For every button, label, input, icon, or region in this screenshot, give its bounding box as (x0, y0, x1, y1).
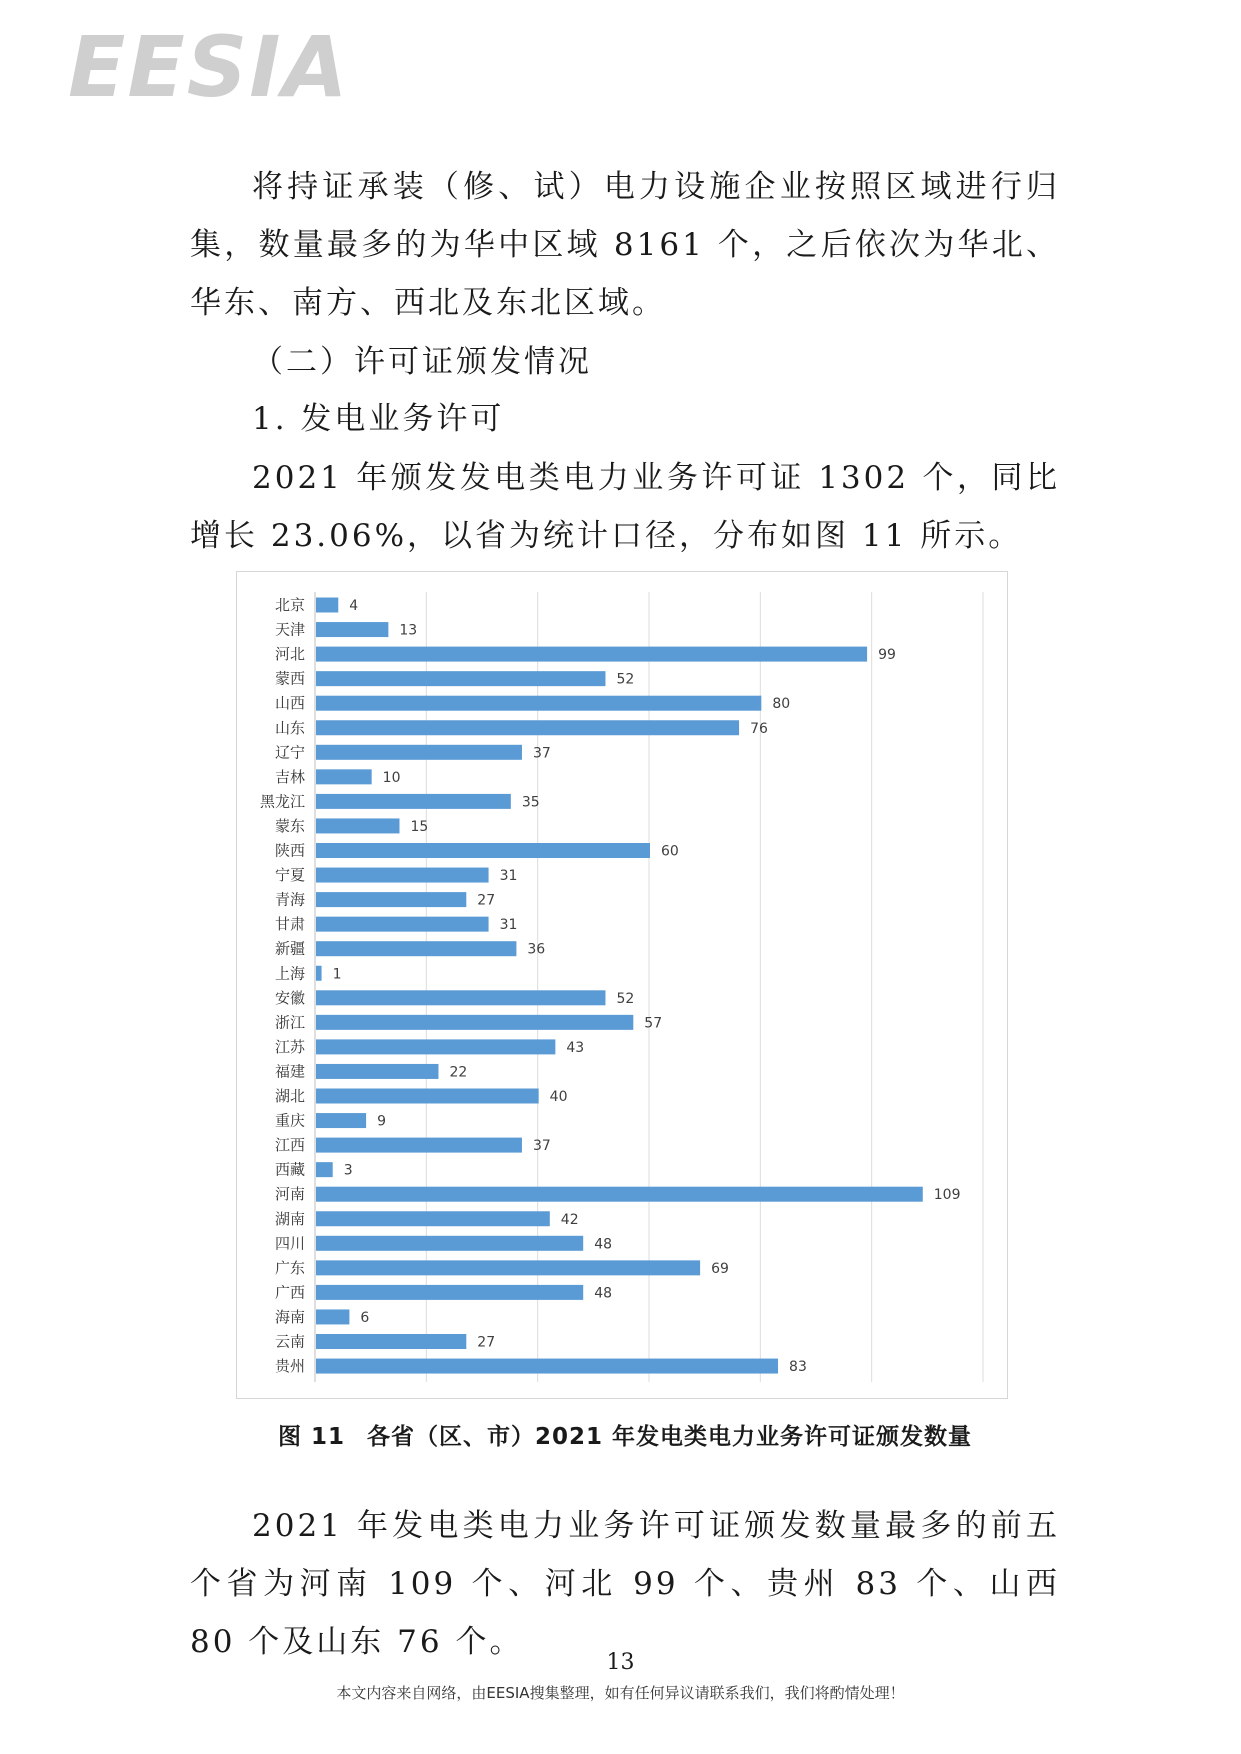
bar (316, 1359, 778, 1374)
bar (316, 598, 338, 613)
footer-notice: 本文内容来自网络，由EESIA搜集整理，如有任何异议请联系我们，我们将酌情处理！ (336, 1684, 905, 1702)
bar (316, 1309, 349, 1324)
data-label: 83 (789, 1359, 807, 1376)
data-label: 35 (521, 794, 540, 811)
data-label: 109 (933, 1187, 961, 1204)
bar (316, 745, 522, 760)
category-label: 西藏 (274, 1160, 305, 1179)
bar (316, 647, 867, 662)
paragraph-top-five: 2021 年发电类电力业务许可证颁发数量最多的前五个省为河南 109 个、河北 99 个、贵州 83 个、山西 80 个及山东 76 个。 (190, 1508, 1060, 1660)
category-label: 北京 (274, 596, 305, 614)
data-label: 48 (594, 1236, 613, 1253)
chart-svg (237, 572, 1009, 1400)
data-label: 37 (532, 1138, 551, 1155)
bar (316, 1039, 555, 1054)
category-label: 河南 (274, 1185, 305, 1204)
bar (316, 868, 489, 883)
bar (316, 769, 372, 784)
bar (316, 1089, 539, 1104)
bar (316, 1187, 923, 1202)
category-label: 上海 (274, 964, 305, 983)
bar (316, 622, 388, 637)
category-label: 海南 (274, 1307, 305, 1326)
category-label: 陕西 (274, 841, 305, 860)
bar (316, 1236, 583, 1251)
bar (316, 671, 605, 686)
data-label: 43 (566, 1039, 585, 1056)
bar (316, 917, 489, 932)
category-label: 山西 (274, 694, 305, 713)
bar (316, 1334, 466, 1349)
page-number: 13 (606, 1650, 635, 1675)
data-label: 4 (349, 598, 359, 614)
data-label: 76 (750, 720, 768, 737)
bar (316, 1211, 550, 1226)
data-label: 3 (343, 1162, 353, 1179)
category-label: 云南 (274, 1332, 305, 1351)
category-label: 广西 (274, 1283, 305, 1302)
bar (316, 1064, 438, 1079)
category-label: 宁夏 (274, 866, 305, 885)
category-label: 青海 (274, 890, 305, 909)
category-label: 山东 (274, 718, 305, 737)
data-label: 27 (477, 892, 496, 909)
bar (316, 794, 511, 809)
category-label: 重庆 (274, 1111, 305, 1130)
bar (316, 818, 400, 833)
bar (316, 1260, 700, 1275)
category-label: 广东 (274, 1258, 305, 1277)
data-label: 27 (477, 1334, 496, 1351)
data-label: 10 (382, 769, 401, 786)
data-label: 52 (616, 990, 635, 1007)
category-label: 新疆 (274, 939, 305, 958)
bar (316, 1162, 333, 1177)
data-label: 9 (377, 1113, 387, 1130)
category-label: 黑龙江 (259, 792, 305, 811)
category-label: 江西 (274, 1136, 305, 1155)
category-label: 安徽 (274, 988, 305, 1007)
bar (316, 1015, 633, 1030)
category-label: 四川 (274, 1234, 305, 1253)
bar (316, 696, 761, 711)
bar (316, 892, 466, 907)
category-label: 湖北 (274, 1087, 305, 1105)
figure-11-bar-chart (236, 571, 1008, 1399)
data-label: 80 (772, 696, 791, 713)
category-label: 蒙西 (274, 669, 305, 688)
data-label: 36 (527, 941, 546, 958)
data-label: 99 (878, 647, 896, 664)
category-label: 贵州 (274, 1357, 305, 1376)
paragraph-license-count: 2021 年颁发发电类电力业务许可证 1302 个，同比增长 23.06%，以省为统计口径，分布如图 11 所示。 (190, 460, 1060, 554)
bar (316, 941, 516, 956)
category-label: 甘肃 (274, 915, 305, 934)
bar (316, 1138, 522, 1153)
category-label: 天津 (274, 620, 305, 639)
data-label: 15 (410, 818, 429, 835)
data-label: 40 (549, 1089, 568, 1105)
data-label: 31 (499, 868, 518, 885)
category-label: 辽宁 (274, 743, 305, 762)
data-label: 37 (532, 745, 551, 762)
bar (316, 843, 650, 858)
bar (316, 990, 605, 1005)
bar (316, 1113, 366, 1128)
category-label: 福建 (274, 1062, 305, 1081)
figure-caption (190, 1418, 1060, 1451)
category-label: 浙江 (274, 1013, 305, 1032)
bar (316, 966, 322, 981)
category-label: 湖南 (274, 1209, 305, 1228)
bar (316, 1285, 583, 1300)
category-label: 江苏 (274, 1037, 305, 1056)
data-label: 57 (644, 1015, 663, 1032)
data-label: 60 (661, 843, 679, 860)
data-label: 6 (360, 1309, 370, 1326)
data-label: 1 (332, 966, 342, 983)
data-label: 13 (399, 622, 418, 639)
category-label: 蒙东 (274, 816, 305, 835)
category-label: 吉林 (274, 767, 305, 786)
data-label: 31 (499, 917, 518, 934)
section-heading-license-issuance: （二）许可证颁发情况 (252, 344, 592, 380)
subsection-heading-generation-license: 1. 发电业务许可 (252, 401, 505, 437)
figure-caption-text: 各省（区、市）2021 年发电类电力业务许可证颁发数量 (366, 1424, 973, 1450)
data-label: 52 (616, 671, 635, 688)
paragraph-region-summary: 将持证承装（修、试）电力设施企业按照区域进行归集，数量最多的为华中区域 8161 个，之后依次为华北、华东、南方、西北及东北区域。 (190, 169, 1060, 321)
data-label: 22 (449, 1064, 468, 1081)
eesia-logo: EESIA (68, 18, 350, 116)
category-label: 河北 (274, 645, 305, 664)
bar (316, 720, 739, 735)
data-label: 69 (711, 1260, 729, 1277)
figure-number: 图 11 (277, 1424, 345, 1450)
data-label: 48 (594, 1285, 613, 1302)
data-label: 42 (560, 1211, 579, 1228)
